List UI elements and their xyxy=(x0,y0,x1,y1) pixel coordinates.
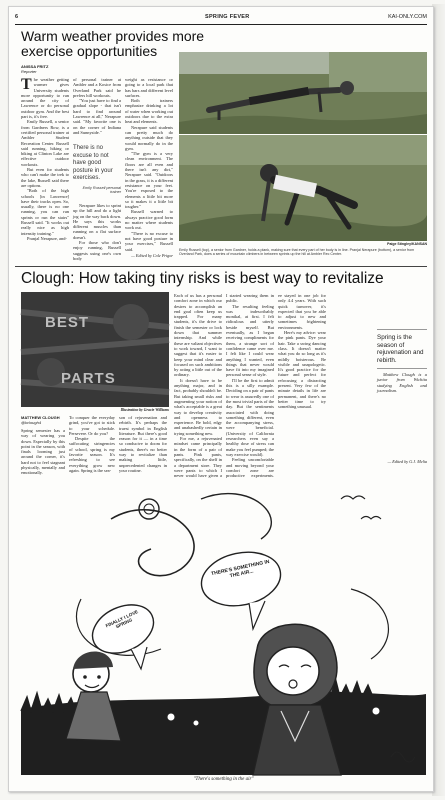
speech-bubble-left: FINALLY I LOVE SPRING xyxy=(104,609,139,630)
paragraph: To conquer the everyday grind, you've got to stick to your schedule. Persevere. Or do you? xyxy=(69,415,115,436)
paragraph: For those who don't enjoy running, Russell suggests using one's own body xyxy=(73,240,121,261)
paragraph: Both trainers emphasize drinking a lot of water when working out outdoors due to the extra heat and elements. xyxy=(125,98,173,125)
page-number: 6 xyxy=(15,14,19,20)
article2-pullquote: Spring is the season of rejuvenation and rebirth. xyxy=(377,329,427,369)
photo-credit: Paige Stingley/KANSAN xyxy=(387,242,427,246)
article2-column-7 xyxy=(330,293,374,329)
byline-role: Reporter xyxy=(21,69,37,74)
illustration-texture xyxy=(21,292,169,407)
article2-column-3 xyxy=(119,415,167,475)
paragraph: For me, a rejuvenated mindset came principally in the form of a pair of pants. Pink pants, specifically, on the shelf in a department store. They were pants to which I never would have given a xyxy=(174,436,222,479)
article1-column-2 xyxy=(73,77,121,139)
article1-column-1 xyxy=(21,77,69,262)
paragraph: "Both of the high schools [in Lawrence] have their tracks open. So, usually, there is no one running, you can run sprints or run the stairs" Russell said. "It works out really nice as high intensity training." xyxy=(21,188,69,236)
article2-headline: Clough: How taking tiny risks is best way to revitalize xyxy=(21,270,384,287)
pullquote-attribution: Emily Russell personal trainer xyxy=(82,185,121,194)
article1-headline: Warm weather provides more exercise opportunities xyxy=(21,28,205,59)
article1-pullquote xyxy=(73,145,121,194)
speech-bubble-right: THERE'S SOMETHING IN THE AIR... xyxy=(210,558,271,580)
article2-editor-credit: — Edited by G.J. Melia xyxy=(387,459,427,464)
paragraph: "There is no excuse to not have good posture in your exercises," Russell said. xyxy=(125,230,173,252)
paragraph: ee stayed in one job for only 4.4 years. With such quick turnover, it's expected that you be able to adjust to new and sometimes frightening environments. xyxy=(278,293,326,330)
section-name: SPRING FEVER xyxy=(205,14,250,20)
pullquote-text: There is no excuse to not have good posture in your exercises. xyxy=(73,145,113,181)
article2-byline xyxy=(21,415,60,425)
article2-author-bio xyxy=(377,372,427,452)
paragraph: Matthew Clough is a junior from Wichita studying English and journalism. xyxy=(377,372,427,393)
article1-byline xyxy=(21,64,48,74)
article2-column-4 xyxy=(174,293,222,479)
article2-column-2 xyxy=(69,415,115,475)
illustration-word-bottom: PARTS xyxy=(61,370,116,387)
article1-column-2b xyxy=(73,203,121,263)
photo-mountain-climbers xyxy=(179,135,427,241)
article2-column-5 xyxy=(226,293,274,479)
paragraph: I started wearing them in public. xyxy=(226,293,274,304)
paragraph: Nerapure likes to sprint up the hill and do a light jog on the way back down. He says this works different muscles than running on a flat surface doesn't. xyxy=(73,203,121,240)
paragraph: of personal trainer at Ambler and a Kosice from Overland Park said he prefers hill workouts. xyxy=(73,77,121,98)
paragraph: Spring semester has a way of wearing you down. Especially by this point in the season, with finals looming just around the corner, it's hard not to feel stagnant physically, mentally and emotionally. xyxy=(21,428,65,476)
article2-column-1 xyxy=(21,428,65,476)
paragraph: It doesn't have to be anything major, and in fact, probably shouldn't be. But taking small risks and augmenting your notion of what's acceptable is a great way to develop creativity and openness to experience. Be bold, edgy and unabashedly certain in trying something new. xyxy=(174,377,222,436)
photo-plank-image xyxy=(179,52,427,134)
article1-editor-credit: — Edited by Cole Prigor xyxy=(131,253,173,258)
paragraph: Pranjal Nerapure, and- xyxy=(27,235,67,241)
section-divider xyxy=(15,266,427,267)
paragraph: Despite the suffocating stringencies of school, spring is my favorite season. It's refreshing to see everything grow new again. Spring is the sea- xyxy=(69,436,115,473)
paragraph: weight as resistance or going to a local park that has bars and different level surfaces. xyxy=(125,77,173,98)
paragraph: The resulting feeling was indescribably monikal, at first. I felt ridiculous and utterly beside myself. But eventually, as I began receiving compliments for them, a strange sort of confidence came over me. I felt like I could wear anything I wanted, even things that never would have fit into my imagined personal sense of style. xyxy=(226,303,274,378)
paragraph: But even for students who can't make the trek to the lake, Russell said there are options. xyxy=(21,167,69,188)
byline-name: ANISSA FRITZ xyxy=(21,64,49,69)
paragraph: I'll be the first to admit this is a silly example. Deciding on a pair of pants to wear is assuredly one of the most trivial parts of the day. But the sentiments associated with doing something different, even the accompanying stress, were beneficial. (University of California researchers even say a healthy dose of stress can make you feel pumped; the way exercise would). xyxy=(226,377,274,457)
illustration-best-parts xyxy=(21,292,169,407)
illustration-spring-air xyxy=(21,479,426,775)
photo-caption: Emily Russell (top), a senior from Gardner, holds a plank, making sure that every part of her body is in line. Pranjal Nerapure (bottom), a senior from Overland Park, does a series of mountain climbers in between sprints up the hill at Ambler Rec Center. xyxy=(179,248,415,257)
article2-column-6 xyxy=(278,293,326,475)
illustration-word-top: BEST xyxy=(45,314,90,331)
paragraph: Here's my advice: wear the pink pants. Dye your hair. Take a swing dancing class. It doesn't matter what you do so long as it's mildly boisterous. Be visible and unapologetic. It's good practice for the future and perfect for refocusing a distracting present. Very few of the minute details in life are permanent, and there's no better time to try something unusual. xyxy=(278,330,326,410)
folio-bar xyxy=(15,12,427,25)
paragraph: "The gym is a very clean environment. The floors are all even and there isn't any dirt," Nerapure said. "Outdoors in the grass, it is a different resistance on your feet. You're exposed to the elements a little bit more so it makes it a little bit tougher." xyxy=(125,151,173,210)
illustration-spring-air-drawing xyxy=(21,479,426,775)
paragraph: Feeling uncomfortable and moving beyond your comfort zone are productive experiments. xyxy=(226,457,274,479)
drop-cap: T xyxy=(21,76,32,93)
paragraph: Nerapure said students can pretty much do anything outside that they would normally do in the gym. xyxy=(125,124,173,151)
paragraph: he weather getting warmer gives University students more opportunity to run around the city of Lawrence or do personal outdoor gym. And the best part is, it's free. xyxy=(21,77,69,120)
illustration-credit: Illustration by Gracie Williams xyxy=(120,408,169,412)
photo-mountain-climbers-image xyxy=(179,135,427,241)
byline-name: MATTHEW CLOUGH xyxy=(21,415,60,420)
paragraph: son of rejuvenation and rebirth. It's perhaps the truest symbol in English literature. But there's good reason for it — in a time so conducive to doom for students, there's no better way to revitalize than making little, unprecedented changes in your routine. xyxy=(119,415,167,473)
paragraph: "You just have to find a gradual slope - that isn't hard to find around Lawrence at all," Nerapure said. "My favorite one is on the corner of Indiana and Sunnyside." xyxy=(73,98,121,135)
photo-plank-exercise xyxy=(179,52,427,134)
illustration-caption: "There's something in the air" xyxy=(193,777,254,782)
paragraph: Russell warned to always practice good form no matter where students work out. xyxy=(125,209,173,231)
byline-role: @kclough4 xyxy=(21,420,42,425)
article1-column-3 xyxy=(125,77,173,252)
paragraph: Each of us has a personal comfort zone in which our desires to accomplish an end goal often keep us trapped. For many students, it's the drive to finish the semester or lock down that summer internship. And while these are valiant objectives to work toward, I want to suggest that it's easier to keep your mind clear and focused on such ambitions by acting a little out of the ordinary. xyxy=(174,293,222,378)
newspaper-page xyxy=(8,6,434,792)
paragraph: Emily Russell, a senior from Gardners Row, is a certified personal trainer at Ambler Student Recreation Center. Russell said running, hiking or biking at Clinton Lake are effective outdoor workouts. xyxy=(21,119,69,167)
site-url: KAI-ONLY.COM xyxy=(388,14,427,20)
